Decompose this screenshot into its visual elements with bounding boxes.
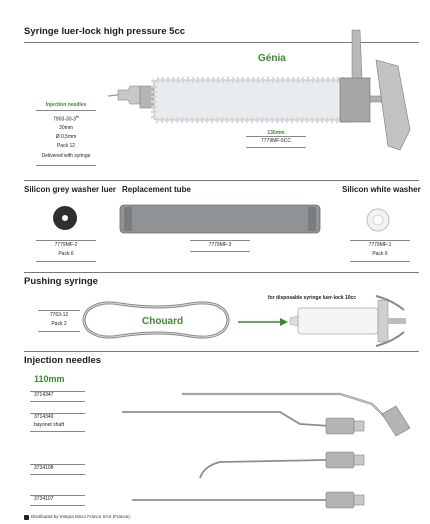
needle-note: Delivered with syringe (41, 153, 91, 159)
pushing-title: Pushing syringe (24, 276, 98, 287)
grey-washer-pack: Pack 6 (58, 251, 74, 257)
needle-title: Injection needles (45, 102, 87, 108)
white-washer-pack: Pack 6 (372, 251, 388, 257)
syringe-length: 130mm (267, 130, 285, 136)
needles-title: Injection needles (24, 355, 102, 366)
needle-note-2: bayonet shaft (34, 422, 65, 428)
pushing-pack: Pack 2 (51, 321, 67, 327)
syringe-section-title: Syringe luer-lock high pressure 5cc (24, 26, 186, 37)
grey-washer-title: Silicon grey washer luer (24, 185, 117, 194)
syringe-brand: Génia (258, 53, 286, 64)
needle-diameter: Ø 0,5mm (55, 134, 77, 140)
tube-ref: 7779MF-3 (208, 242, 232, 248)
needle-ref-3: 3734108 (34, 465, 54, 471)
syringe-ref: 7779MF-5CC (260, 138, 291, 144)
grey-washer-ref: 7779MF-2 (54, 242, 78, 248)
pushing-brand: Chouard (142, 316, 184, 327)
white-washer-ref: 7779MF-1 (368, 242, 392, 248)
needle-ref-2: 3714349 (34, 414, 54, 420)
needle-length: 30mm (59, 125, 73, 131)
footer-logo-icon (24, 515, 29, 520)
needle-ref-4: 3734107 (34, 496, 54, 502)
footer-text: Distributed by Integra Micro France SAS (France) (31, 514, 130, 519)
needle-ref-sup: th (75, 115, 79, 119)
pushing-caption: for disposable syringe luer-lock 10cc (268, 295, 357, 301)
pushing-ref: 7763-12 (49, 312, 69, 318)
needles-size: 110mm (34, 374, 65, 384)
white-washer-title: Silicon white washer (342, 185, 421, 194)
needle-ref-text: 7903-30-3 (53, 116, 76, 123)
needle-ref-1: 3714347 (34, 392, 54, 398)
needle-pack: Pack 12 (56, 143, 76, 149)
tube-title: Replacement tube (122, 185, 191, 194)
